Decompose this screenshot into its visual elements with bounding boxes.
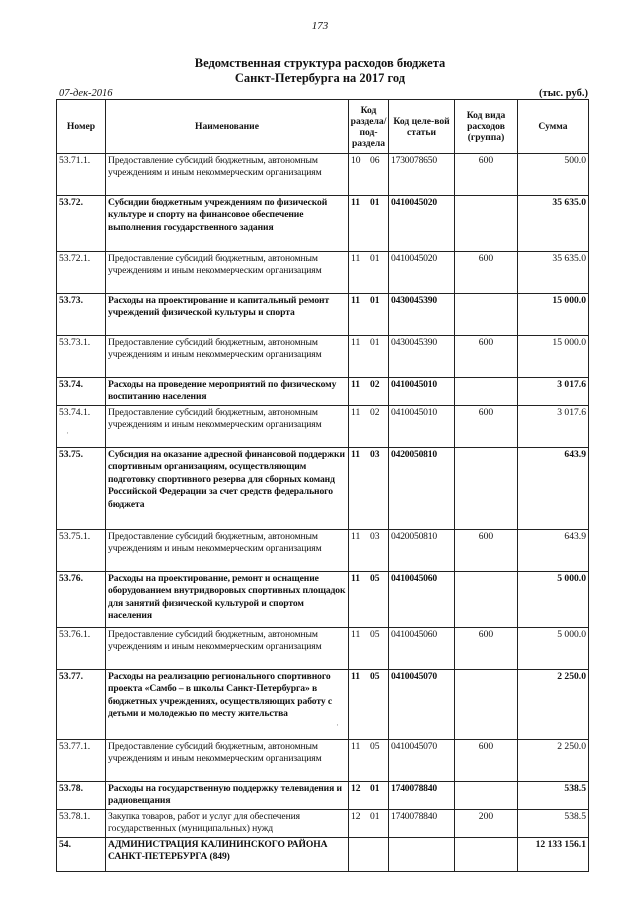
target-code [389,838,455,872]
row-name: АДМИНИСТРАЦИЯ КАЛИНИНСКОГО РАЙОНА САНКТ-ПЕТЕРБУРГА (849) [106,838,349,872]
target-code: 0410045020 [389,252,455,294]
section-code-main: 12 [351,811,361,822]
row-name: Расходы на государственную поддержку телевидения и радиовещания [106,782,349,810]
row-name: Предоставление субсидий бюджетным, автономным учреждениям и иным некоммерческим организациям [106,740,349,782]
document-title [0,56,640,86]
expense-kind-code: 600 [455,406,518,448]
expense-kind-code: 600 [455,740,518,782]
row-number: 53.74. [57,378,106,406]
section-code-main: 11 [351,741,361,752]
table-row [57,252,589,294]
target-code: 1740078840 [389,810,455,838]
section-code-main: 11 [351,407,361,418]
row-name: Субсидии бюджетным учреждениям по физической культуре и спорту на финансовое обеспечение выполнения государственного задания [106,196,349,252]
row-name: Предоставление субсидий бюджетным, автономным учреждениям и иным некоммерческим организациям [106,252,349,294]
section-code-main: 11 [351,197,361,208]
target-code: 1740078840 [389,782,455,810]
row-number: 54. [57,838,106,872]
section-code-main: 11 [351,531,361,542]
header-name: Наименование [106,100,349,154]
table-row [57,378,589,406]
target-code: 0410045010 [389,406,455,448]
header-target: Код целе-вой статьи [389,100,455,154]
expense-kind-code [455,448,518,530]
row-name: Расходы на реализацию регионального спортивного проекта «Самбо – в школы Санкт-Петербурга» в бюджетных учреждениях, осуществляющих работу с детьми и молодежью по месту жительства [106,670,349,740]
section-code-main: 11 [351,295,361,306]
section-code [349,154,389,196]
report-date: 07-дек-2016 [59,88,113,99]
table-row [57,782,589,810]
target-code: 0410045060 [389,572,455,628]
row-sum: 2 250.0 [518,670,589,740]
section-code-sub: 02 [370,379,380,390]
table-row [57,294,589,336]
table-row [57,154,589,196]
table-header-row [57,100,589,154]
target-code: 0410045060 [389,628,455,670]
section-code-sub: 05 [370,573,380,584]
section-code [349,838,389,872]
row-number: 53.78. [57,782,106,810]
target-code: 0430045390 [389,294,455,336]
title-line-1: Ведомственная структура расходов бюджета [194,56,446,70]
section-code [349,628,389,670]
section-code-sub: 01 [370,811,380,822]
row-number: 53.74.1. [57,406,106,448]
section-code [349,336,389,378]
expense-kind-code [455,782,518,810]
section-code-main: 11 [351,337,361,348]
row-sum: 500.0 [518,154,589,196]
header-sum: Сумма [518,100,589,154]
budget-table [56,99,589,872]
section-code [349,196,389,252]
row-number: 53.78.1. [57,810,106,838]
row-sum: 3 017.6 [518,378,589,406]
row-sum: 538.5 [518,782,589,810]
section-code-sub: 05 [370,671,380,682]
target-code: 0410045070 [389,670,455,740]
section-code-sub: 01 [370,197,380,208]
title-line-2: Санкт-Петербурга на 2017 год [234,71,406,85]
section-code-main: 11 [351,253,361,264]
section-code [349,252,389,294]
section-code [349,448,389,530]
section-code [349,740,389,782]
expense-kind-code: 200 [455,810,518,838]
section-code-sub: 01 [370,337,380,348]
row-sum: 643.9 [518,530,589,572]
expense-kind-code [455,294,518,336]
expense-kind-code [455,378,518,406]
target-code: 0410045070 [389,740,455,782]
section-code-sub: 01 [370,253,380,264]
table-row [57,740,589,782]
row-name: Предоставление субсидий бюджетным, автономным учреждениям и иным некоммерческим организациям [106,406,349,448]
section-code-sub: 02 [370,407,380,418]
section-code [349,782,389,810]
section-code [349,530,389,572]
target-code: 1730078650 [389,154,455,196]
expense-kind-code [455,670,518,740]
section-code-sub: 05 [370,741,380,752]
row-name: Предоставление субсидий бюджетным, автономным учреждениям и иным некоммерческим организациям [106,530,349,572]
row-number: 53.76. [57,572,106,628]
table-row [57,196,589,252]
expense-kind-code: 600 [455,336,518,378]
units-label: (тыс. руб.) [539,88,588,99]
row-number: 53.77. [57,670,106,740]
row-name: Предоставление субсидий бюджетным, автономным учреждениям и иным некоммерческим организациям [106,336,349,378]
expense-kind-code: 600 [455,530,518,572]
expense-kind-code: 600 [455,628,518,670]
expense-kind-code [455,838,518,872]
row-sum: 538.5 [518,810,589,838]
row-sum: 35 635.0 [518,196,589,252]
page-number: 173 [311,20,329,32]
section-code-sub: 03 [370,531,380,542]
table-body [57,154,589,872]
row-sum: 643.9 [518,448,589,530]
row-sum: 5 000.0 [518,628,589,670]
scan-mark: · [336,720,339,730]
target-code: 0410045020 [389,196,455,252]
section-code-sub: 06 [370,155,380,166]
table-row [57,670,589,740]
header-number: Номер [57,100,106,154]
section-code-main: 10 [351,155,361,166]
expense-kind-code: 600 [455,154,518,196]
row-name: Предоставление субсидий бюджетным, автономным учреждениям и иным некоммерческим организациям [106,154,349,196]
section-code-main: 12 [351,783,361,794]
section-code-sub: 01 [370,783,380,794]
section-code [349,670,389,740]
row-number: 53.75.1. [57,530,106,572]
row-number: 53.71.1. [57,154,106,196]
row-number: 53.76.1. [57,628,106,670]
expense-kind-code: 600 [455,252,518,294]
row-number: 53.73.1. [57,336,106,378]
target-code: 0410045010 [389,378,455,406]
row-name: Расходы на проектирование и капитальный ремонт учреждений физической культуры и спорта [106,294,349,336]
row-number: 53.73. [57,294,106,336]
table-row [57,810,589,838]
section-code-main: 11 [351,379,361,390]
target-code: 0420050810 [389,530,455,572]
section-code [349,810,389,838]
table-row [57,406,589,448]
row-name: Предоставление субсидий бюджетным, автономным учреждениям и иным некоммерческим организациям [106,628,349,670]
target-code: 0430045390 [389,336,455,378]
row-name: Расходы на проектирование, ремонт и оснащение оборудованием внутридворовых спортивных площадок для занятий физической культурой и спортом населения [106,572,349,628]
row-sum: 3 017.6 [518,406,589,448]
section-code [349,294,389,336]
table-row [57,628,589,670]
section-code-main: 11 [351,573,361,584]
section-code-sub: 01 [370,295,380,306]
row-sum: 15 000.0 [518,336,589,378]
header-section: Код раздела/ под-раздела [349,100,389,154]
row-name: Субсидия на оказание адресной финансовой поддержки спортивным организациям, осуществляющим подготовку спортивного резерва для сборных команд Российской Федерации за счет средств федерального бюджета [106,448,349,530]
scan-mark: · [66,428,69,438]
section-code-main: 11 [351,671,361,682]
table-row [57,448,589,530]
section-code-main: 11 [351,629,361,640]
table-row [57,572,589,628]
section-code-sub: 03 [370,449,380,460]
table-row [57,530,589,572]
row-number: 53.72. [57,196,106,252]
section-code [349,378,389,406]
expense-kind-code [455,572,518,628]
row-sum: 35 635.0 [518,252,589,294]
section-code-sub: 05 [370,629,380,640]
section-code [349,572,389,628]
row-number: 53.75. [57,448,106,530]
section-code-main: 11 [351,449,361,460]
row-sum: 12 133 156.1 [518,838,589,872]
row-sum: 15 000.0 [518,294,589,336]
section-code [349,406,389,448]
target-code: 0420050810 [389,448,455,530]
header-kind: Код вида расходов (группа) [455,100,518,154]
expense-kind-code [455,196,518,252]
row-sum: 5 000.0 [518,572,589,628]
table-row [57,838,589,872]
table-row [57,336,589,378]
row-name: Закупка товаров, работ и услуг для обеспечения государственных (муниципальных) нужд [106,810,349,838]
row-number: 53.77.1. [57,740,106,782]
row-sum: 2 250.0 [518,740,589,782]
row-name: Расходы на проведение мероприятий по физическому воспитанию населения [106,378,349,406]
row-number: 53.72.1. [57,252,106,294]
